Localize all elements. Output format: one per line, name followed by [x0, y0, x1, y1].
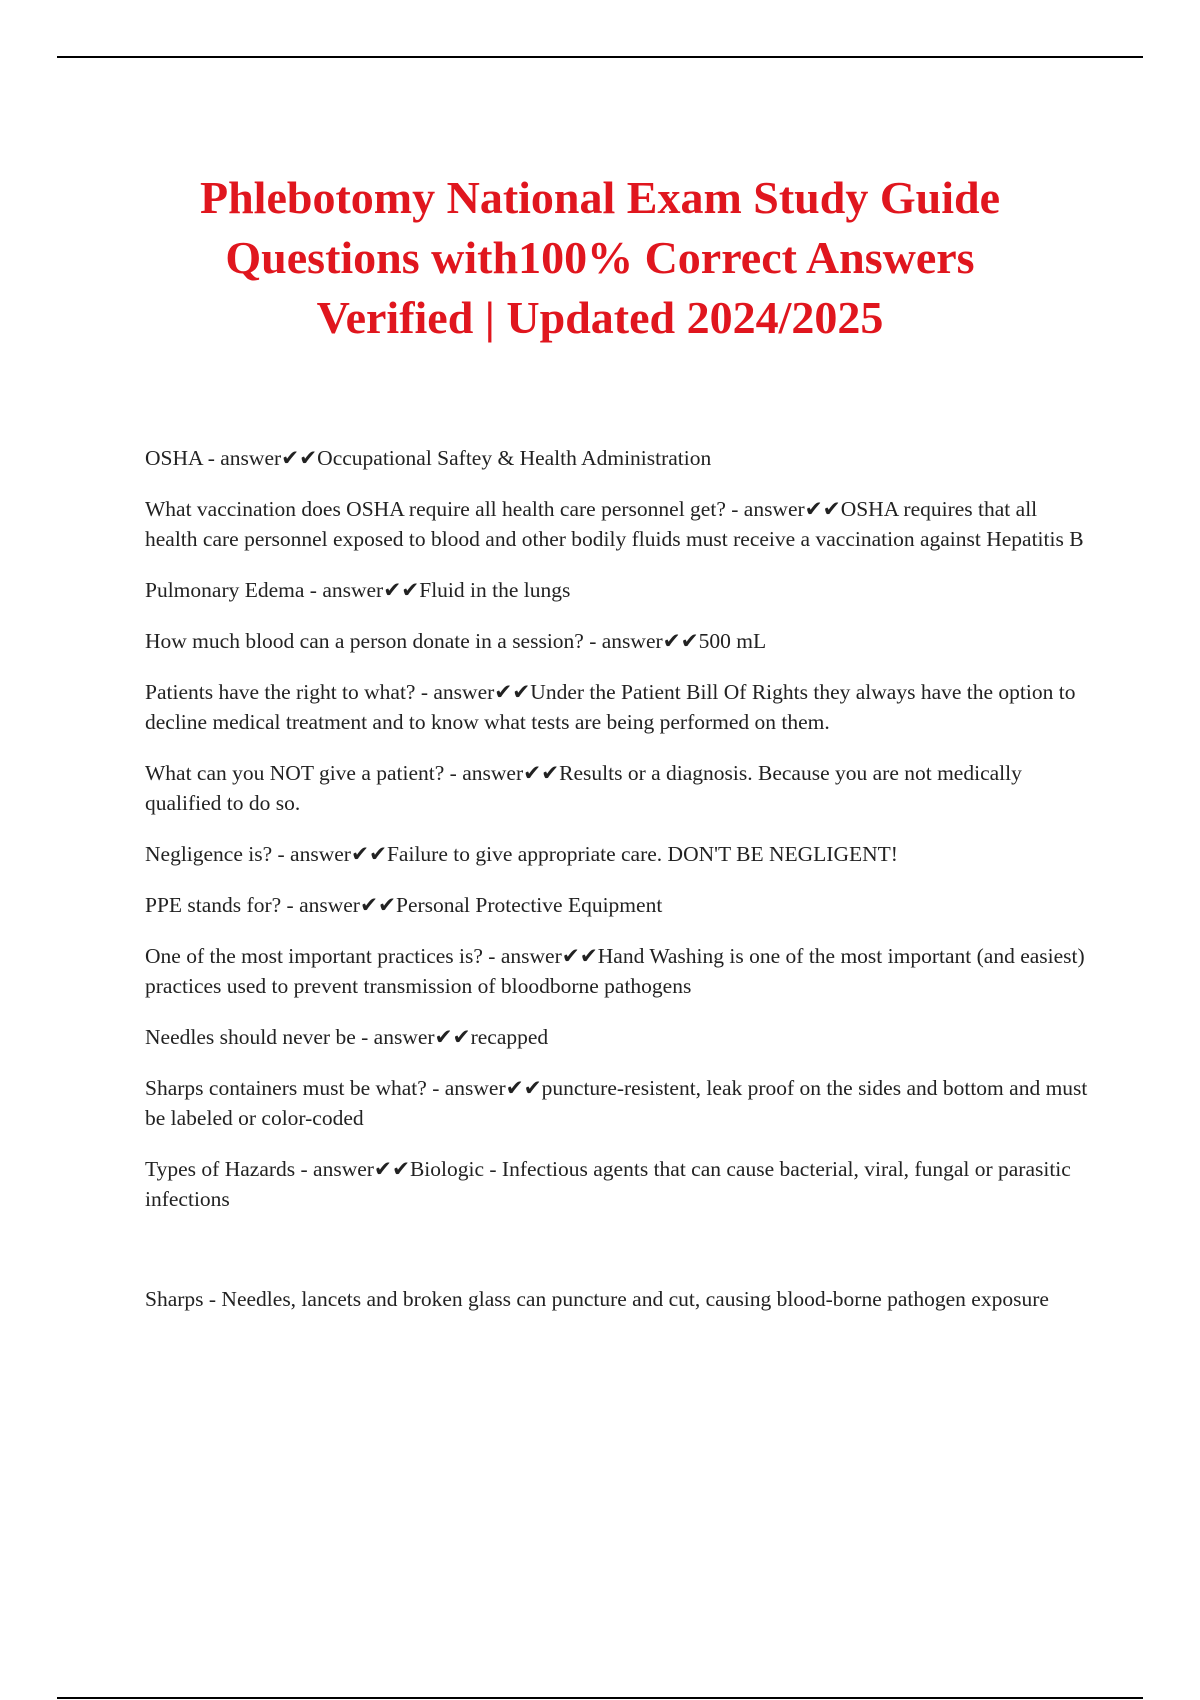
- qa-item-blood-donation: How much blood can a person donate in a session? - answer✔✔500 mL: [145, 629, 767, 653]
- qa-item-ppe: PPE stands for? - answer✔✔Personal Protective Equipment: [145, 893, 663, 917]
- qa-item-not-give-patient: What can you NOT give a patient? - answer✔✔Results or a diagnosis. Because you are not medically qualified to do so.: [145, 761, 1022, 815]
- qa-item-patient-rights: Patients have the right to what? - answer✔✔Under the Patient Bill Of Rights they always have the option to decline medical treatment and to know what tests are being performed on them.: [145, 680, 1076, 734]
- title-line: Phlebotomy National Exam Study Guide: [200, 172, 1000, 223]
- qa-list: [145, 443, 1090, 1335]
- title-line: Questions with100% Correct Answers: [225, 232, 975, 283]
- qa-item-pulmonary-edema: Pulmonary Edema - answer✔✔Fluid in the lungs: [145, 578, 571, 602]
- qa-item-hand-washing: One of the most important practices is? - answer✔✔Hand Washing is one of the most important (and easiest) practices used to prevent transmission of bloodborne pathogens: [145, 944, 1085, 998]
- qa-item-osha: OSHA - answer✔✔Occupational Saftey & Health Administration: [145, 446, 712, 470]
- qa-item-needles: Needles should never be - answer✔✔recapped: [145, 1025, 549, 1049]
- top-rule: [57, 56, 1143, 58]
- qa-item-types-of-hazards: Types of Hazards - answer✔✔Biologic - Infectious agents that can cause bacterial, viral, fungal or parasitic infections: [145, 1157, 1071, 1211]
- qa-item-vaccination: What vaccination does OSHA require all health care personnel get? - answer✔✔OSHA requires that all health care personnel exposed to blood and other bodily fluids must receive a vaccination against Hepatitis B: [145, 497, 1084, 551]
- bottom-rule: [57, 1697, 1143, 1699]
- qa-item-sharps: Sharps - Needles, lancets and broken glass can puncture and cut, causing blood-borne pathogen exposure: [145, 1287, 1049, 1311]
- qa-item-sharps-containers: Sharps containers must be what? - answer✔✔puncture-resistent, leak proof on the sides and bottom and must be labeled or color-coded: [145, 1076, 1088, 1130]
- title-line: Verified | Updated 2024/2025: [316, 292, 884, 343]
- qa-item-negligence: Negligence is? - answer✔✔Failure to give appropriate care. DON'T BE NEGLIGENT!: [145, 842, 898, 866]
- document-title: [110, 168, 1090, 348]
